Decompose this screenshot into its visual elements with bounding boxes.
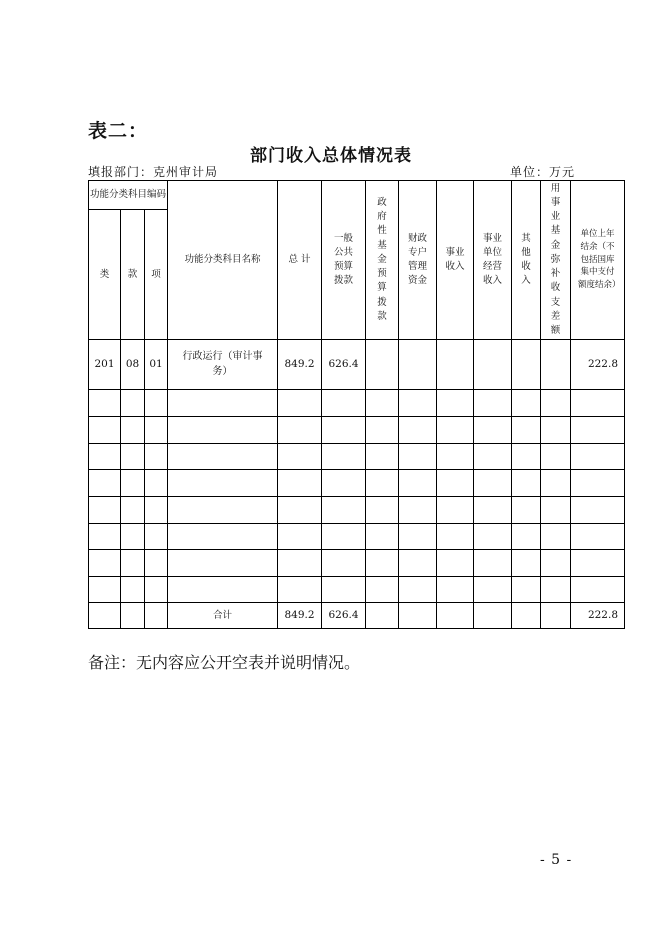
table-row bbox=[89, 524, 625, 550]
total-row bbox=[89, 603, 625, 629]
header-general-budget: 一般公共预算拨款 bbox=[322, 181, 366, 340]
income-table bbox=[88, 180, 625, 629]
header-operating-income: 事业单位经营收入 bbox=[474, 181, 512, 340]
total-cell-total: 849.2 bbox=[278, 603, 322, 629]
cell-prev-year-balance: 222.8 bbox=[571, 340, 625, 390]
header-other-income: 其他收入 bbox=[512, 181, 541, 340]
header-kuan: 款 bbox=[121, 210, 145, 340]
header-lei: 类 bbox=[89, 210, 121, 340]
table-row bbox=[89, 417, 625, 444]
total-label: 合计 bbox=[168, 603, 278, 629]
footnote: 备注：无内容应公开空表并说明情况。 bbox=[88, 653, 361, 672]
cell-lei: 201 bbox=[89, 340, 121, 390]
total-cell-prev-year-balance: 222.8 bbox=[571, 603, 625, 629]
table-row bbox=[89, 550, 625, 577]
header-func-code-group: 功能分类科目编码 bbox=[89, 181, 168, 210]
table-row bbox=[89, 497, 625, 524]
header-total: 总 计 bbox=[278, 181, 322, 340]
page-title: 部门收入总体情况表 bbox=[250, 146, 412, 166]
table-row bbox=[89, 577, 625, 603]
header-fund-subsidy: 用事业基金弥补收支差额 bbox=[541, 181, 571, 340]
section-label: 表二： bbox=[88, 120, 149, 142]
total-cell-general-budget: 626.4 bbox=[322, 603, 366, 629]
page-number: - 5 - bbox=[540, 852, 573, 868]
header-gov-fund: 政府性基金预算拨款 bbox=[366, 181, 399, 340]
cell-total: 849.2 bbox=[278, 340, 322, 390]
table-row bbox=[89, 470, 625, 497]
header-xiang: 项 bbox=[145, 210, 168, 340]
unit-label: 单位：万元 bbox=[510, 165, 576, 179]
table-row bbox=[89, 340, 625, 390]
table-row bbox=[89, 390, 625, 417]
header-business-income: 事业收入 bbox=[437, 181, 474, 340]
table-row bbox=[89, 444, 625, 470]
cell-xiang: 01 bbox=[145, 340, 168, 390]
header-fiscal-special: 财政专户管理资金 bbox=[399, 181, 437, 340]
cell-general-budget: 626.4 bbox=[322, 340, 366, 390]
department-label: 填报部门：克州审计局 bbox=[88, 165, 219, 179]
header-func-name: 功能分类科目名称 bbox=[168, 181, 278, 340]
cell-func-name: 行政运行（审计事务） bbox=[168, 340, 278, 390]
header-prev-year-balance: 单位上年结余（不包括国库集中支付额度结余） bbox=[571, 181, 625, 340]
cell-kuan: 08 bbox=[121, 340, 145, 390]
